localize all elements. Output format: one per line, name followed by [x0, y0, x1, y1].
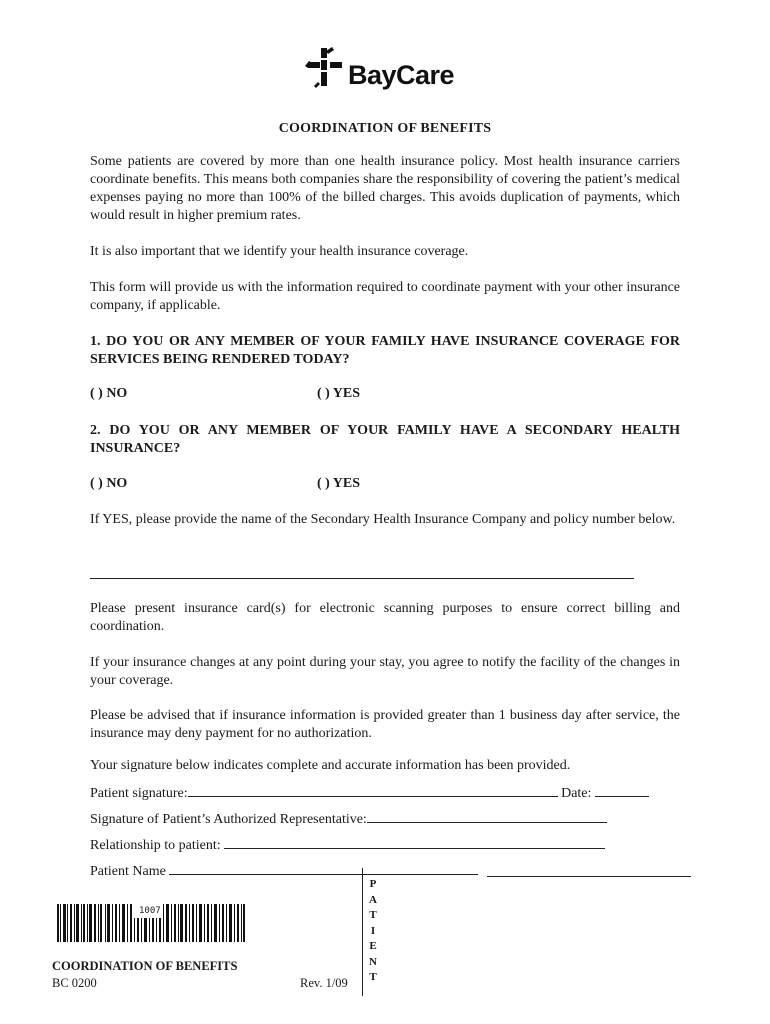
secondary-insurance-line[interactable]: [90, 578, 634, 579]
barcode-number: 1007: [139, 906, 161, 916]
document-title: COORDINATION OF BENEFITS: [278, 121, 492, 136]
footer-form-title: COORDINATION OF BENEFITS: [52, 959, 238, 973]
present-card-paragraph: Please present insurance card(s) for electronic scanning purposes to ensure correct billing and coordination.: [90, 601, 680, 634]
patient-letter: P: [369, 878, 377, 890]
intro-paragraph: Some patients are covered by more than one health insurance policy. Most health insurance carriers coordinate benefits. This means both companies share the responsibility of covering the patient’s medical expenses paying no more than 100% of the billed charges. This avoids duplication of payments, which would result in higher premium rates.: [90, 154, 680, 223]
if-yes-paragraph: If YES, please provide the name of the Secondary Health Insurance Company and policy number below.: [90, 512, 676, 527]
patient-signature-label: Patient signature:: [90, 786, 188, 801]
representative-signature-field[interactable]: [367, 809, 607, 823]
patient-letter: N: [369, 955, 377, 968]
importance-paragraph: It is also important that we identify your health insurance coverage.: [90, 244, 469, 259]
changes-paragraph: If your insurance changes at any point during your stay, you agree to notify the facility of the changes in your coverage.: [90, 655, 680, 688]
q1-no-option[interactable]: ( ) NO: [90, 386, 128, 401]
relationship-row: [90, 835, 605, 854]
patient-signature-field[interactable]: [188, 783, 558, 797]
patient-vertical-label: [367, 877, 379, 986]
q1-yes-option[interactable]: ( ) YES: [317, 386, 361, 401]
patient-signature-row: [90, 783, 649, 802]
label-area-top-line: [487, 876, 691, 877]
advised-paragraph: Please be advised that if insurance information is provided greater than 1 business day after service, the insurance may deny payment for no authorization.: [90, 708, 680, 741]
footer-revision: Rev. 1/09: [300, 976, 348, 990]
q2-yes-option[interactable]: ( ) YES: [317, 476, 361, 491]
patient-letter: E: [369, 940, 377, 952]
relationship-label: Relationship to patient:: [90, 838, 221, 853]
patient-name-label: Patient Name: [90, 864, 166, 879]
label-area-divider: [362, 868, 363, 996]
representative-signature-row: [90, 809, 607, 828]
patient-name-field[interactable]: [169, 861, 478, 875]
patient-letter: T: [369, 971, 377, 983]
representative-signature-label: Signature of Patient’s Authorized Representative:: [90, 812, 367, 827]
footer-form-code: BC 0200: [52, 976, 97, 990]
patient-letter: I: [370, 924, 376, 937]
patient-name-row: [90, 861, 478, 880]
date-label: Date:: [561, 786, 592, 801]
date-field[interactable]: [595, 783, 649, 797]
barcode: [57, 904, 245, 942]
form-info-paragraph: This form will provide us with the information required to coordinate payment with your other insurance company, if applicable.: [90, 280, 680, 313]
baycare-cross-icon: [304, 46, 348, 90]
relationship-field[interactable]: [224, 835, 605, 849]
question-2: 2. DO YOU OR ANY MEMBER OF YOUR FAMILY HAVE A SECONDARY HEALTH INSURANCE?: [90, 423, 680, 456]
brand-name: BayCare: [348, 60, 455, 90]
question-1: 1. DO YOU OR ANY MEMBER OF YOUR FAMILY HAVE INSURANCE COVERAGE FOR SERVICES BEING RENDERED TODAY?: [90, 334, 680, 367]
patient-letter: T: [369, 909, 377, 921]
q2-no-option[interactable]: ( ) NO: [90, 476, 128, 491]
signature-note: Your signature below indicates complete and accurate information has been provided.: [90, 758, 571, 773]
patient-letter: A: [369, 893, 377, 906]
baycare-logo: [304, 44, 474, 100]
